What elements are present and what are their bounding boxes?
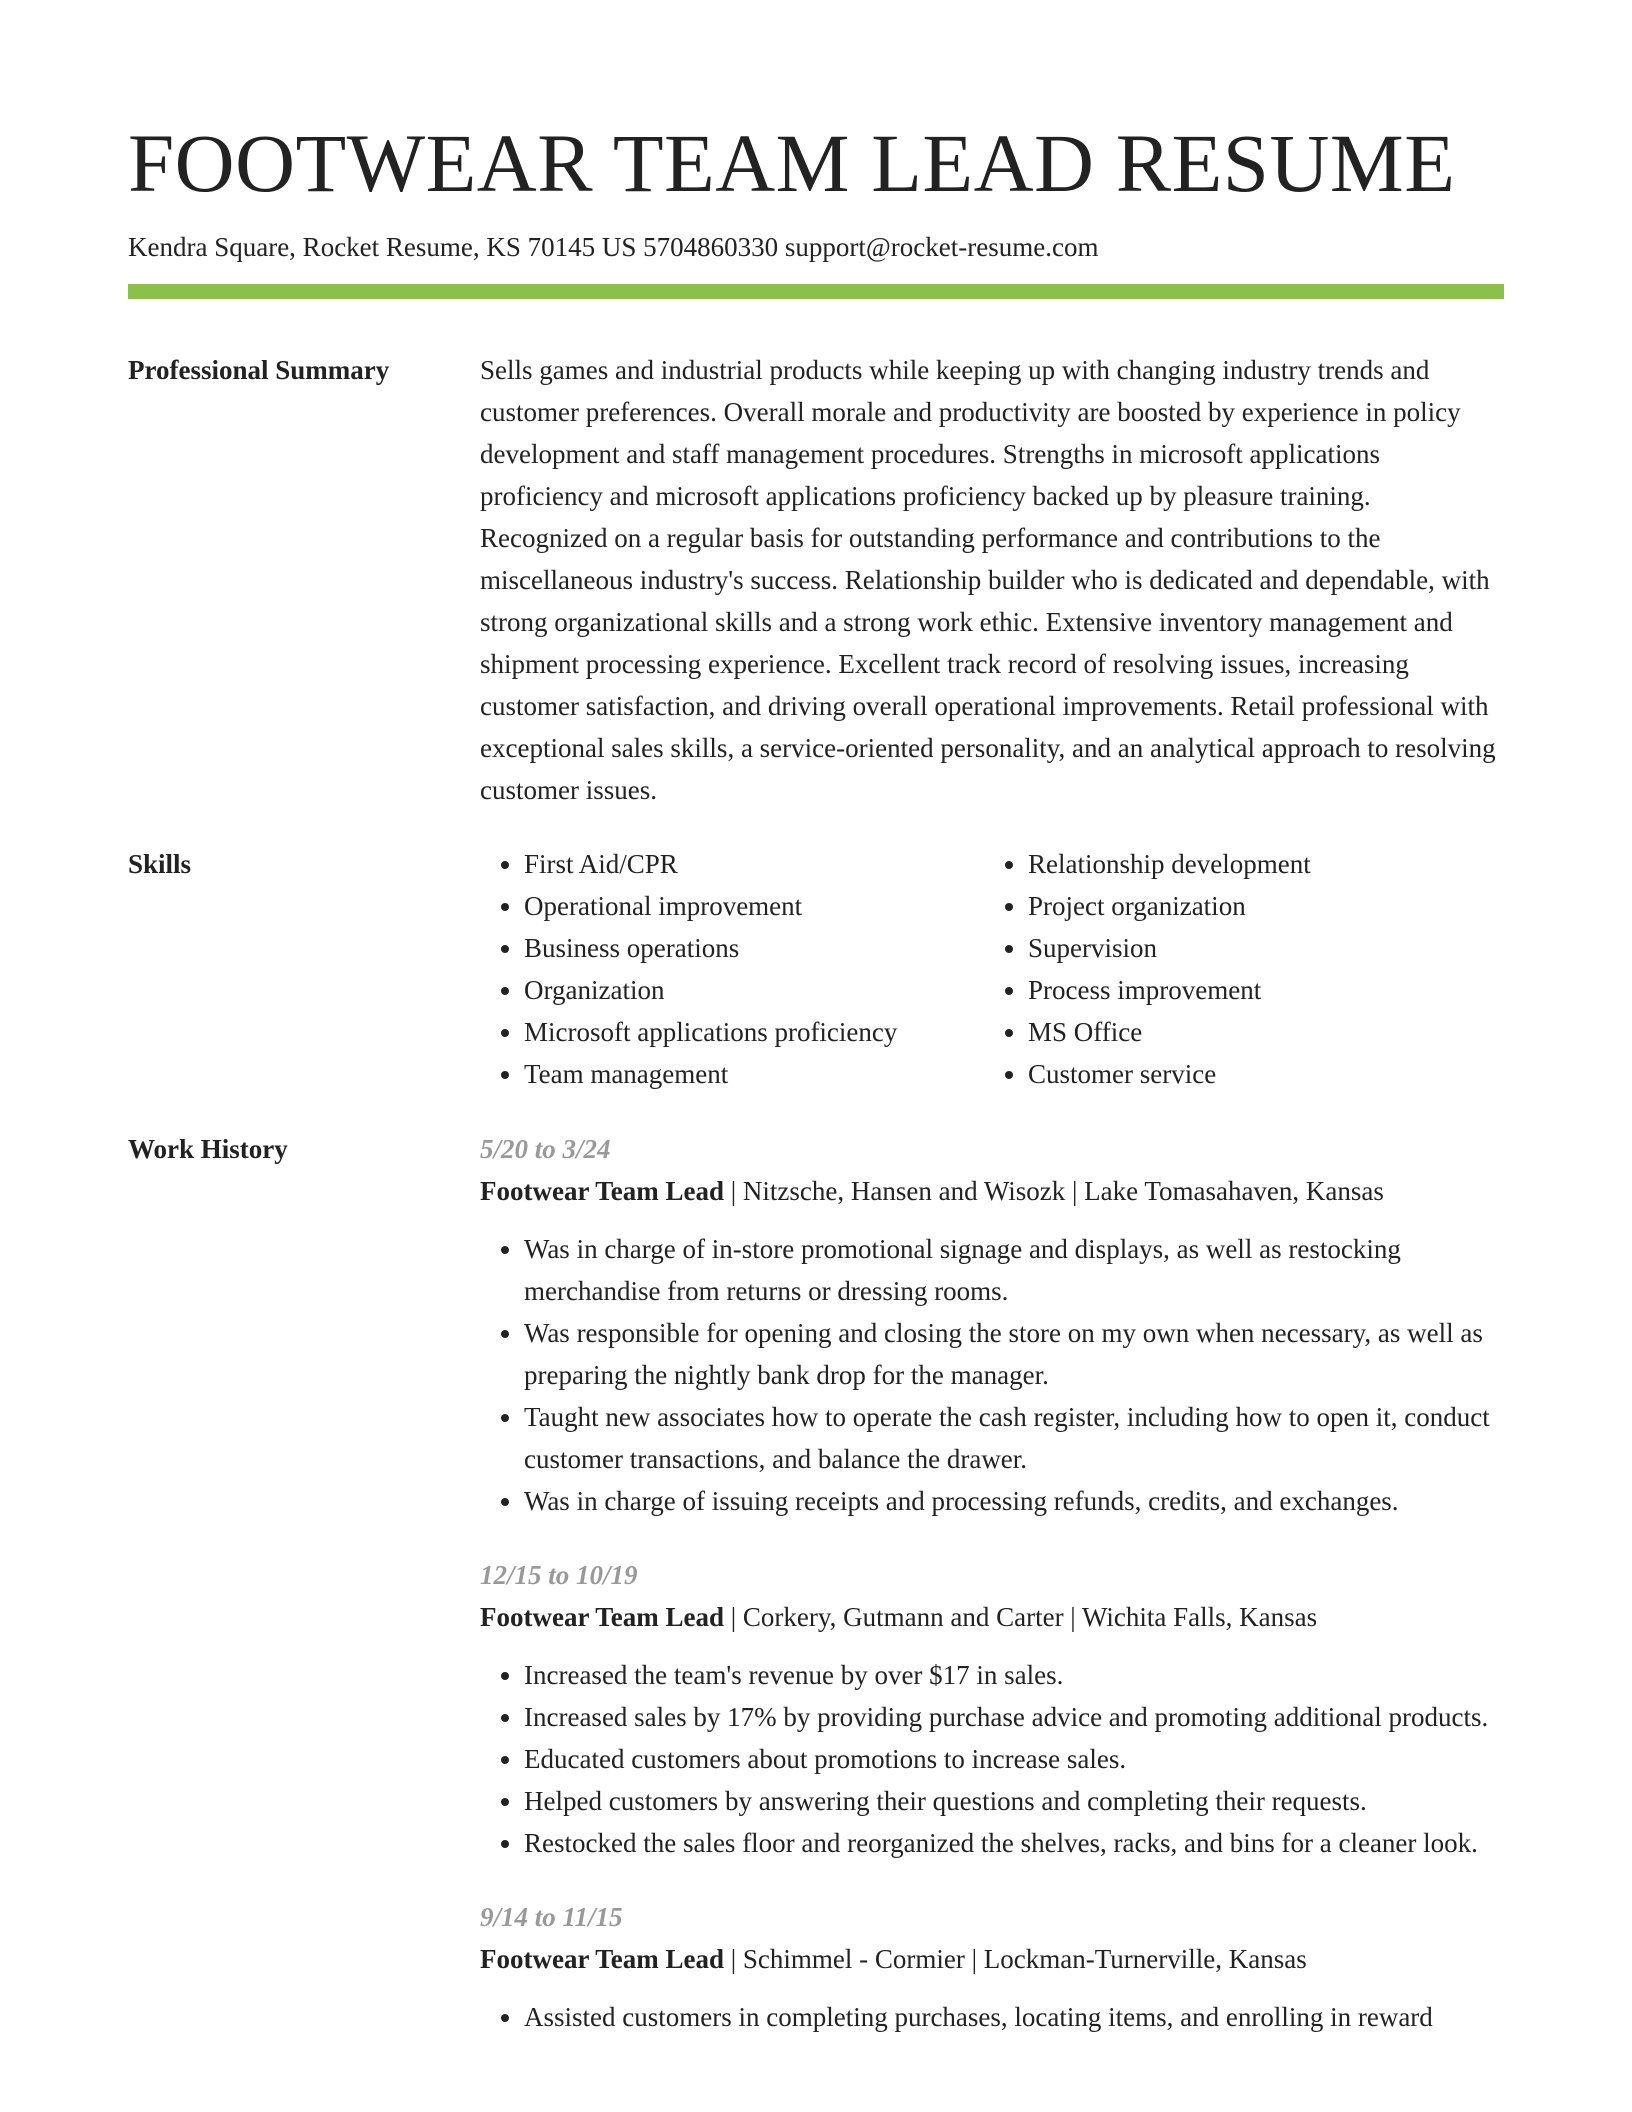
professional-summary-section — [128, 349, 1504, 811]
skills-grid — [480, 843, 1504, 1095]
skills-section — [128, 843, 1504, 1095]
job-bullet: • Was in charge of issuing receipts and processing refunds, credits, and exchanges. — [524, 1480, 1504, 1522]
job-bullet: • Was responsible for opening and closing the store on my own when necessary, as well as preparing the nightly bank drop for the manager. — [524, 1312, 1504, 1396]
section-label-summary: Professional Summary — [128, 355, 390, 386]
job-title: Footwear Team Lead — [480, 1176, 724, 1207]
skill-item: • Organization — [524, 969, 984, 1011]
job-bullet: • Was in charge of in-store promotional signage and displays, as well as restocking merchandise from returns or dressing rooms. — [524, 1228, 1504, 1312]
job-bullets — [480, 1654, 1504, 1864]
section-label-work: Work History — [128, 1134, 288, 1165]
summary-text: Sells games and industrial products while keeping up with changing industry trends and customer preferences. Overall morale and productivity are boosted by experience in policy development and staff management procedures. Strengths in microsoft applications proficiency and microsoft applications proficiency backed up by pleasure training. Recognized on a regular basis for outstanding performance and contributions to the miscellaneous industry's success. Relationship builder who is dedicated and dependable, with strong organizational skills and a strong work ethic. Extensive inventory management and shipment processing experience. Excellent track record of resolving issues, increasing customer satisfaction, and driving overall operational improvements. Retail professional with exceptional sales skills, a service-oriented personality, and an analytical approach to resolving customer issues. — [480, 355, 1496, 806]
job-bullet: • Assisted customers in completing purchases, locating items, and enrolling in reward — [524, 1996, 1504, 2038]
skill-item: • Project organization — [1028, 885, 1498, 927]
skills-body — [480, 843, 1504, 1095]
job-entry — [480, 1128, 1504, 1522]
skill-item: • Supervision — [1028, 927, 1498, 969]
section-label-skills: Skills — [128, 849, 192, 880]
skill-item: • Relationship development — [1028, 843, 1498, 885]
job-entry — [480, 1554, 1504, 1864]
job-details: | Schimmel - Cormier | Lockman-Turnerville, Kansas — [724, 1944, 1307, 1975]
resume-title: FOOTWEAR TEAM LEAD RESUME — [128, 117, 1456, 209]
job-bullet: • Helped customers by answering their questions and completing their requests. — [524, 1780, 1504, 1822]
job-title-line — [480, 1596, 1504, 1638]
job-bullets — [480, 1996, 1504, 2038]
job-bullets — [480, 1228, 1504, 1522]
skill-item: • MS Office — [1028, 1011, 1498, 1053]
job-dates: 5/20 to 3/24 — [480, 1134, 611, 1165]
job-title-line — [480, 1938, 1504, 1980]
job-details: | Nitzsche, Hansen and Wisozk | Lake Tomasahaven, Kansas — [724, 1176, 1384, 1207]
job-title: Footwear Team Lead — [480, 1944, 724, 1975]
job-bullet: • Increased sales by 17% by providing purchase advice and promoting additional products. — [524, 1696, 1504, 1738]
job-bullet: • Educated customers about promotions to increase sales. — [524, 1738, 1504, 1780]
job-dates: 12/15 to 10/19 — [480, 1560, 638, 1591]
job-bullet: • Increased the team's revenue by over $17 in sales. — [524, 1654, 1504, 1696]
job-title-line — [480, 1170, 1504, 1212]
summary-body — [480, 349, 1504, 811]
work-body — [480, 1128, 1504, 2070]
job-entry — [480, 1896, 1504, 2038]
skills-column-right — [984, 843, 1498, 1095]
job-title: Footwear Team Lead — [480, 1602, 724, 1633]
job-details: | Corkery, Gutmann and Carter | Wichita Falls, Kansas — [724, 1602, 1318, 1633]
skill-item: • Process improvement — [1028, 969, 1498, 1011]
work-history-section — [128, 1128, 1504, 2070]
header-divider — [128, 284, 1504, 299]
skill-item: • Business operations — [524, 927, 984, 969]
skill-item: • Operational improvement — [524, 885, 984, 927]
job-bullet: • Restocked the sales floor and reorganized the shelves, racks, and bins for a cleaner look. — [524, 1822, 1504, 1864]
skill-item: • Microsoft applications proficiency — [524, 1011, 984, 1053]
contact-line: Kendra Square, Rocket Resume, KS 70145 US 5704860330 support@rocket-resume.com — [128, 232, 1099, 262]
job-dates: 9/14 to 11/15 — [480, 1902, 623, 1933]
skills-column-left — [480, 843, 984, 1095]
skill-item: • Customer service — [1028, 1053, 1498, 1095]
job-bullet: • Taught new associates how to operate the cash register, including how to open it, conduct customer transactions, and balance the drawer. — [524, 1396, 1504, 1480]
skill-item: • Team management — [524, 1053, 984, 1095]
skill-item: • First Aid/CPR — [524, 843, 984, 885]
